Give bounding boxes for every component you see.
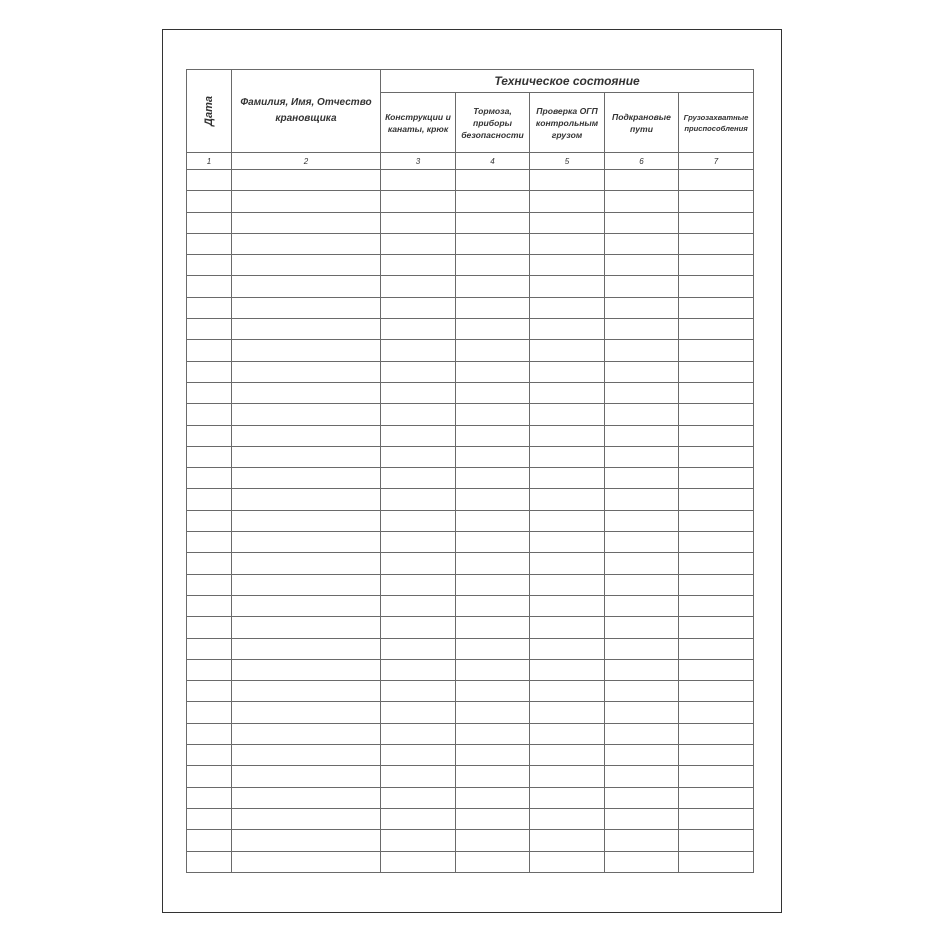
table-cell [530, 787, 605, 808]
table-cell [381, 425, 456, 446]
table-row [187, 233, 754, 254]
table-cell [187, 787, 232, 808]
table-row [187, 170, 754, 191]
table-cell [530, 659, 605, 680]
table-row [187, 595, 754, 616]
table-cell [187, 617, 232, 638]
table-cell [605, 170, 679, 191]
table-cell [456, 851, 530, 872]
table-cell [530, 297, 605, 318]
table-cell [381, 233, 456, 254]
table-cell [456, 681, 530, 702]
table-cell [605, 319, 679, 340]
table-cell [187, 233, 232, 254]
table-cell [456, 702, 530, 723]
table-cell [381, 659, 456, 680]
table-cell [530, 681, 605, 702]
table-cell [679, 276, 754, 297]
table-row [187, 276, 754, 297]
table-cell [187, 297, 232, 318]
table-row [187, 510, 754, 531]
table-cell [187, 723, 232, 744]
table-row [187, 808, 754, 829]
table-row [187, 766, 754, 787]
table-cell [381, 851, 456, 872]
column-header-date [187, 70, 232, 153]
table-cell [679, 723, 754, 744]
table-cell [605, 638, 679, 659]
table-cell [605, 446, 679, 467]
table-cell [187, 191, 232, 212]
table-cell [679, 233, 754, 254]
table-cell [530, 382, 605, 403]
table-cell [381, 212, 456, 233]
table-cell [381, 681, 456, 702]
table-cell [456, 553, 530, 574]
table-row [187, 830, 754, 851]
table-cell [232, 297, 381, 318]
table-cell [381, 766, 456, 787]
table-cell [530, 425, 605, 446]
table-cell [456, 212, 530, 233]
table-cell [456, 489, 530, 510]
table-cell [381, 446, 456, 467]
table-cell [232, 170, 381, 191]
table-row [187, 617, 754, 638]
table-cell [679, 574, 754, 595]
table-row [187, 681, 754, 702]
table-cell [530, 723, 605, 744]
table-cell [605, 723, 679, 744]
table-cell [381, 468, 456, 489]
table-cell [530, 276, 605, 297]
table-cell [605, 851, 679, 872]
table-cell [605, 297, 679, 318]
table-cell [456, 617, 530, 638]
table-cell [187, 489, 232, 510]
table-row [187, 553, 754, 574]
table-cell [187, 532, 232, 553]
table-cell [456, 638, 530, 659]
table-cell [530, 510, 605, 531]
table-cell [381, 723, 456, 744]
table-row [187, 297, 754, 318]
table-cell [381, 702, 456, 723]
table-cell [232, 489, 381, 510]
table-cell [232, 808, 381, 829]
table-cell [679, 681, 754, 702]
table-cell [456, 766, 530, 787]
table-cell [679, 361, 754, 382]
table-cell [456, 745, 530, 766]
table-cell [456, 233, 530, 254]
table-cell [679, 830, 754, 851]
table-cell [187, 319, 232, 340]
column-header-crane-tracks: Подкрановые пути [605, 93, 679, 153]
table-cell [187, 830, 232, 851]
table-cell [232, 319, 381, 340]
table-cell [605, 787, 679, 808]
table-row [187, 382, 754, 403]
column-number: 1 [187, 153, 232, 170]
table-cell [456, 808, 530, 829]
table-cell [232, 532, 381, 553]
table-cell [187, 212, 232, 233]
table-cell [605, 830, 679, 851]
table-row [187, 425, 754, 446]
table-cell [679, 766, 754, 787]
table-row [187, 255, 754, 276]
table-cell [605, 425, 679, 446]
table-cell [605, 574, 679, 595]
table-cell [530, 617, 605, 638]
table-cell [187, 510, 232, 531]
table-cell [381, 191, 456, 212]
column-number: 6 [605, 153, 679, 170]
table-cell [381, 489, 456, 510]
table-cell [530, 766, 605, 787]
table-cell [679, 319, 754, 340]
table-cell [232, 404, 381, 425]
table-cell [232, 830, 381, 851]
table-cell [605, 745, 679, 766]
table-cell [456, 297, 530, 318]
table-cell [187, 425, 232, 446]
table-cell [232, 468, 381, 489]
table-row [187, 659, 754, 680]
table-cell [679, 595, 754, 616]
table-cell [456, 787, 530, 808]
table-cell [679, 212, 754, 233]
table-cell [679, 851, 754, 872]
table-cell [456, 319, 530, 340]
table-cell [456, 404, 530, 425]
table-cell [381, 382, 456, 403]
table-cell [456, 595, 530, 616]
table-cell [605, 681, 679, 702]
table-cell [530, 574, 605, 595]
table-cell [456, 510, 530, 531]
table-cell [232, 574, 381, 595]
table-cell [232, 255, 381, 276]
table-row [187, 340, 754, 361]
table-row [187, 446, 754, 467]
column-number: 7 [679, 153, 754, 170]
table-row [187, 404, 754, 425]
table-cell [679, 297, 754, 318]
table-cell [232, 553, 381, 574]
table-cell [530, 191, 605, 212]
column-header-structures: Конструкции и канаты, крюк [381, 93, 456, 153]
table-cell [679, 745, 754, 766]
table-cell [530, 361, 605, 382]
table-cell [381, 255, 456, 276]
table-cell [187, 276, 232, 297]
table-cell [530, 553, 605, 574]
table-row [187, 574, 754, 595]
table-cell [381, 617, 456, 638]
table-row [187, 745, 754, 766]
table-cell [530, 595, 605, 616]
table-cell [530, 830, 605, 851]
table-cell [679, 510, 754, 531]
table-cell [605, 255, 679, 276]
table-cell [530, 446, 605, 467]
table-cell [605, 766, 679, 787]
table-row [187, 319, 754, 340]
table-cell [530, 702, 605, 723]
table-cell [530, 340, 605, 361]
table-cell [530, 489, 605, 510]
table-cell [187, 446, 232, 467]
table-row [187, 638, 754, 659]
table-cell [530, 851, 605, 872]
table-cell [456, 170, 530, 191]
table-cell [381, 574, 456, 595]
table-cell [187, 702, 232, 723]
table-cell [530, 233, 605, 254]
table-row [187, 468, 754, 489]
table-cell [187, 574, 232, 595]
column-number: 4 [456, 153, 530, 170]
column-number: 5 [530, 153, 605, 170]
table-row [187, 532, 754, 553]
table-cell [679, 808, 754, 829]
column-header-operator-name: Фамилия, Имя, Отчество крановщика [232, 70, 381, 153]
table-cell [456, 468, 530, 489]
table-cell [530, 808, 605, 829]
table-cell [605, 595, 679, 616]
table-cell [381, 510, 456, 531]
table-row [187, 702, 754, 723]
table-cell [679, 659, 754, 680]
table-cell [232, 276, 381, 297]
table-cell [232, 361, 381, 382]
table-cell [232, 723, 381, 744]
table-cell [530, 532, 605, 553]
table-cell [530, 170, 605, 191]
table-cell [679, 638, 754, 659]
table-cell [456, 340, 530, 361]
table-cell [381, 361, 456, 382]
table-cell [381, 787, 456, 808]
table-cell [679, 617, 754, 638]
table-cell [456, 191, 530, 212]
table-cell [679, 787, 754, 808]
table-cell [605, 233, 679, 254]
table-cell [232, 510, 381, 531]
table-cell [381, 745, 456, 766]
table-cell [530, 255, 605, 276]
column-header-load-test: Проверка ОГП контрольным грузом [530, 93, 605, 153]
table-cell [187, 382, 232, 403]
table-cell [187, 681, 232, 702]
column-number: 2 [232, 153, 381, 170]
table-cell [381, 319, 456, 340]
table-cell [232, 787, 381, 808]
table-cell [605, 489, 679, 510]
table-cell [605, 553, 679, 574]
table-body [187, 170, 754, 873]
table-cell [187, 659, 232, 680]
table-cell [605, 617, 679, 638]
table-cell [679, 382, 754, 403]
table-cell [381, 340, 456, 361]
table-cell [232, 382, 381, 403]
table-cell [187, 255, 232, 276]
journal-table [186, 69, 754, 873]
date-header-label: Дата [203, 96, 215, 126]
table-cell [679, 340, 754, 361]
table-row [187, 787, 754, 808]
table-cell [232, 340, 381, 361]
table-cell [232, 191, 381, 212]
table-row [187, 212, 754, 233]
column-group-technical-condition: Техническое состояние [381, 70, 754, 93]
table-cell [605, 276, 679, 297]
table-cell [530, 319, 605, 340]
table-cell [232, 681, 381, 702]
table-cell [381, 595, 456, 616]
table-cell [187, 745, 232, 766]
table-cell [381, 808, 456, 829]
table-cell [187, 468, 232, 489]
table-cell [679, 404, 754, 425]
table-cell [605, 659, 679, 680]
table-cell [530, 745, 605, 766]
table-row [187, 191, 754, 212]
table-cell [605, 404, 679, 425]
table-cell [679, 446, 754, 467]
table-cell [232, 595, 381, 616]
table-cell [187, 361, 232, 382]
table-row [187, 361, 754, 382]
table-cell [679, 425, 754, 446]
table-cell [187, 404, 232, 425]
table-cell [456, 382, 530, 403]
table-cell [530, 404, 605, 425]
table-cell [605, 212, 679, 233]
table-cell [232, 851, 381, 872]
table-cell [605, 468, 679, 489]
table-cell [381, 170, 456, 191]
table-cell [456, 659, 530, 680]
table-cell [381, 276, 456, 297]
table-cell [679, 170, 754, 191]
table-cell [456, 361, 530, 382]
table-cell [605, 808, 679, 829]
table-cell [679, 702, 754, 723]
table-cell [187, 851, 232, 872]
table-cell [679, 255, 754, 276]
table-cell [232, 766, 381, 787]
table-cell [381, 638, 456, 659]
table-cell [187, 553, 232, 574]
table-row [187, 851, 754, 872]
table-cell [381, 532, 456, 553]
table-cell [381, 830, 456, 851]
table-cell [232, 446, 381, 467]
column-number-row [187, 153, 754, 170]
table-row [187, 489, 754, 510]
column-header-brakes: Тормоза, приборы безопасности [456, 93, 530, 153]
table-row [187, 723, 754, 744]
table-cell [679, 468, 754, 489]
table-cell [679, 553, 754, 574]
table-cell [605, 340, 679, 361]
table-cell [456, 425, 530, 446]
table-cell [530, 212, 605, 233]
table-cell [187, 638, 232, 659]
table-cell [605, 532, 679, 553]
table-cell [232, 212, 381, 233]
table-cell [232, 233, 381, 254]
table-cell [679, 532, 754, 553]
table-cell [456, 255, 530, 276]
table-cell [605, 382, 679, 403]
table-cell [232, 617, 381, 638]
table-cell [187, 766, 232, 787]
table-cell [679, 191, 754, 212]
column-header-lifting-devices: Грузозахватные приспособления [679, 93, 754, 153]
table-cell [381, 297, 456, 318]
table-cell [530, 468, 605, 489]
column-number: 3 [381, 153, 456, 170]
table-cell [187, 808, 232, 829]
table-cell [456, 532, 530, 553]
table-cell [530, 638, 605, 659]
table-cell [232, 702, 381, 723]
table-cell [381, 404, 456, 425]
table-cell [187, 595, 232, 616]
table-cell [232, 659, 381, 680]
table-cell [456, 574, 530, 595]
table-cell [456, 723, 530, 744]
table-cell [456, 830, 530, 851]
table-cell [605, 361, 679, 382]
table-cell [187, 170, 232, 191]
table-cell [456, 446, 530, 467]
table-cell [605, 510, 679, 531]
table-cell [679, 489, 754, 510]
table-cell [456, 276, 530, 297]
table-cell [232, 425, 381, 446]
table-cell [605, 702, 679, 723]
table-cell [232, 638, 381, 659]
table-cell [187, 340, 232, 361]
table-cell [605, 191, 679, 212]
table-cell [381, 553, 456, 574]
table-cell [232, 745, 381, 766]
